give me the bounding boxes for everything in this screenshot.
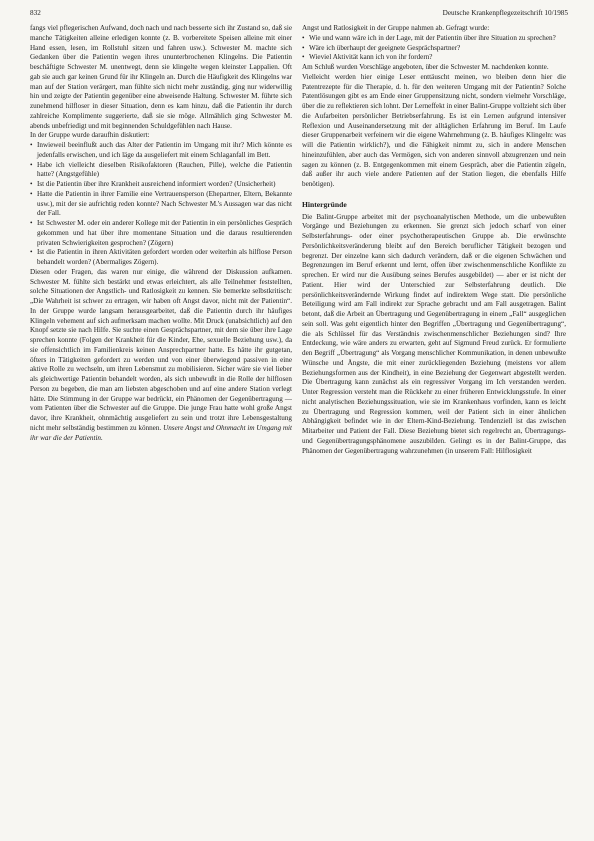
list-item: • Inwieweil beeinflußt auch das Alter der Patientin im Umgang mit ihr? Mich könnte es jedenfalls erwischen, und ich läge da ausgeliefert mit einem Schlaganfall im Bett. <box>30 141 292 161</box>
paragraph: Am Schluß wurden Vorschläge angeboten, über die Schwester M. nachdenken konnte. <box>302 63 549 71</box>
paragraph: fangs viel pflegerischen Aufwand, doch nach und nach besserte sich ihr Zustand so, daß sie manche Tätigkeiten alleine erledigen konnte (z. B. vorbereitete Speisen alleine mit einer Hand essen, lesen, im Rollstuhl sitzen und fahren usw.). Schwester M. machte sich Gedanken über die Patientin wegen ihres ununterbrochenen Klingelns. Die Patientin beschäftigte Schwester M. unentwegt, denn sie klingelte wegen kleinster Lappalien. Oft gab sie auch gar keinen Grund für ihr Klingeln an. Durch die Häufigkeit des Klingelns war man auf der Station verärgert, man fühlte sich nicht mehr zuständig, ging nur widerwillig hin und zeigte der Patientin gegenüber eine abweisende Haltung. Schwester M. führte sich zunehmend hilfloser in dieser Situation, denn es kam hinzu, daß die Patientin ihr durch zahlreiche Komplimente suggerierte, daß sie sie möge. Allmählich ging Schwester M. abends unbefriedigt und mit beginnenden Schuldgefühlen nach Hause. <box>30 24 292 130</box>
paragraph: Vielleicht werden hier einige Leser enttäuscht meinen, wo bleiben denn hier die Patentrezepte für die Therapie, d. h. für den weiteren Umgang mit der Patientin? Solche Patentlösungen gibt es am Ende einer Gruppensitzung nicht, sondern vielmehr Vorschläge, über die zu reflektieren sich lohnt. Der Lerneffekt in einer Balint-Gruppe vollzieht sich über die Aufarbeiten persönlicher Betriebserfahrung. Es ist ein Lernen aufgrund intensiver Reflexion und Auseinandersetzung mit der alltäglichen Erfahrung im Beruf. Im Laufe dieser Gruppenarbeit verfeinern wir die eigene Wahrnehmung (z. B. häufiges Klingeln: was will die Patientin wirklich?), und die Fähigkeit nimmt zu, sich in andere Menschen hineinzufühlen, aber auch das Vermögen, sich von anderen sinnvoll abzugrenzen und nein sagen zu können (z. B. Entgegenkommen mit einem Gespräch, aber die Patientin zügeln, daß außer ihr auch viele andere Patienten auf der Station liegen, die ebenfalls Hilfe benötigen). <box>302 72 566 188</box>
list-item: • Ist Schwester M. oder ein anderer Kollege mit der Patientin in ein persönliches Gespräch gekommen und hat über ihre momentane Situation und die daraus resultierenden privaten Schwierigkeiten gesprochen? (Zögern) <box>30 219 292 248</box>
page-number: 832 <box>30 9 41 17</box>
paragraph: Angst und Ratlosigkeit in der Gruppe nahmen ab. Gefragt wurde: <box>302 24 490 32</box>
question-list <box>30 141 292 268</box>
page-header <box>30 6 568 20</box>
paragraph: In der Gruppe wurde daraufhin diskutiert: <box>30 131 150 140</box>
question-list <box>302 34 566 63</box>
left-column <box>30 24 292 832</box>
list-item: • Wie und wann wäre ich in der Lage, mit der Patientin über ihre Situation zu sprechen? <box>302 34 566 44</box>
journal-title: Deutsche Krankenpflegezeitschrift 10/1985 <box>442 9 568 17</box>
right-column <box>302 24 566 832</box>
list-item: • Ist die Patientin in ihren Aktivitäten gefordert worden oder weiterhin als hilflose Person behandelt worden? (Abermaliges Zögern). <box>30 248 292 268</box>
list-item: • Wäre ich überhaupt der geeignete Gesprächspartner? <box>302 44 566 54</box>
list-item: • Wieviel Aktivität kann ich von ihr fordern? <box>302 53 566 63</box>
section-heading: Hintergründe <box>302 199 347 209</box>
paragraph-text: Diesen oder Fragen, das waren nur einige, die während der Diskussion aufkamen. Schwester M. fühlte sich bestärkt und etwas erleichtert, als alle Teilnehmer feststellten, solche Situationen der Angstlich- und Ratlosigkeit zu kennen. Sie bemerkte selbstkritisch: „Die Wahrheit ist schwer zu ertragen, wir haben oft Angst davor, nicht mit der Patientin“. In der Gruppe wurde langsam herausgearbeitet, daß die Patientin durch ihr häufiges Klingeln vehement auf sich aufmerksam machen wollte. Mit Druck (unabsichtlich) auf den Knopf setzte sie nach Hilfe. Sie suchte einen Gesprächspartner, mit dem sie über ihre Lage sprechen konnte (Folgen der Krankheit für die Kinder, Ehe, sexuelle Beziehung usw.), da sie offensichtlich im Familienkreis keinen Ansprechpartner hatte. Es hätte ihr gutgetan, öfters in Tätigkeiten gefordert zu werden und von einer überwiegend passiven in eine aktive Rolle zu wechseln, um ihren Lebensmut zu mobilisieren. Sicher wäre sie viel lieber als gleichwertige Patientin behandelt worden, als sich unbewußt in die Rolle der hilflosen Person zu begeben, die man am liebsten abgeschoben und auf eine andere Station verlegt hätte. Die Stimmung in der Gruppe war bedrückt, ein Phänomen der Gegenübertragung — vom Patienten über die Schwester auf die Gruppe. Die junge Frau hatte wohl große Angst davor, ihre Krankheit, ohnmächtig ausgeliefert zu sein und trotzt ihre Lebensgestaltung nicht mehr selbständig bestimmen zu können. <box>30 267 292 432</box>
list-item: • Habe ich vielleicht dieselben Risikofaktoren (Rauchen, Pille), welche die Patientin hatte? (Angstgefühle) <box>30 161 292 181</box>
paragraph <box>30 268 292 444</box>
list-item: • Ist die Patientin über ihre Krankheit ausreichend informiert worden? (Unsicherheit) <box>30 180 292 190</box>
italic-text: Unsere Angst und Ohnmacht im Umgang mit ihr war die der Patientin. <box>30 423 292 442</box>
list-item: • Hatte die Patientin in ihrer Familie eine Vertrauensperson (Ehepartner, Eltern, Bekannte usw.), mit der sie aufrichtig reden konnte? Nach Schwester M.'s Aussagen war das nicht der Fall. <box>30 190 292 219</box>
paragraph: Die Balint-Gruppe arbeitet mit der psychoanalytischen Methode, um die unbewußten Vorgänge und Beziehungen zu erkennen. Sie grenzt sich jedoch scharf von einer Selbsterfahrungs- oder einer psychotherapeutischen Gruppe ab. Die erwünschte Persönlichkeitsveränderung bleibt auf den Bereich beruflicher Tätigkeit bezogen und begrenzt. Der einzelne kann sich dadurch verändern, daß er die eigenen Schwächen und Begrenzungen im Beruf erkennt und lernt, offen über zwischenmenschliche Konflikte zu sprechen. Er wird nur die Ausübung seines Berufes ausgebildet) — aber er ist nicht der Patient. Hier wird der Unterschied zur Selbsterfahrung deutlich. Die persönlichkeitsverändernde Wirkung findet auf indirektem Wege statt. Die persönliche Beteiligung wird am Fall indirekt zur Sprache gebracht und am Fall ausgetragen. Balint betont, daß die Arbeit an Übertragung und Gegenübertragung in einem „Fall“ ausgeglichen sein soll. Was geht eigentlich hinter den Begriffen „Übertragung und Gegenübertragung“, die als Schlüssel für das Verständnis zwischenmenschlicher Beziehungen sind? Ihre Entdeckung, wie wäre anders zu erwarten, geht auf Sigmund Freud zurück. Er formulierte den Begriff „Übertragung“ als Vorgang menschlicher Kommunikation, in denen unbewußte Wünsche und Ängste, die mit einer zurückliegenden Beziehung (meistens vor allem Beziehungsformen aus der Kindheit), in eine Beziehung der Gegenwart abgestellt werden. Die Übertragung kann zunächst als ein regressiver Vorgang im Ich verstanden werden. Unter Regression versteht man die Rückkehr zu einer früheren Entwicklungsstufe. In einer nicht analytischen Beziehungssituation, wie sie im Krankenhaus vorfinden, kann es leicht zu Übertragung und Regression kommen, weil der Patient sich in einer ähnlichen Abhängigkeit befindet wie in der Eltern-Kind-Beziehung. Tendenziell ist das zwischen Mitarbeiter und Patient der Fall. Diese Beziehung bietet sich regelrecht an, Übertragungs- und Gegenübertragungsphänomene auszubilden. Gelingt es in der Balint-Gruppe, das Phänomen der Gegenübertragung wahrzunehmen (in unserem Fall: Hilflosigkeit <box>302 212 566 455</box>
